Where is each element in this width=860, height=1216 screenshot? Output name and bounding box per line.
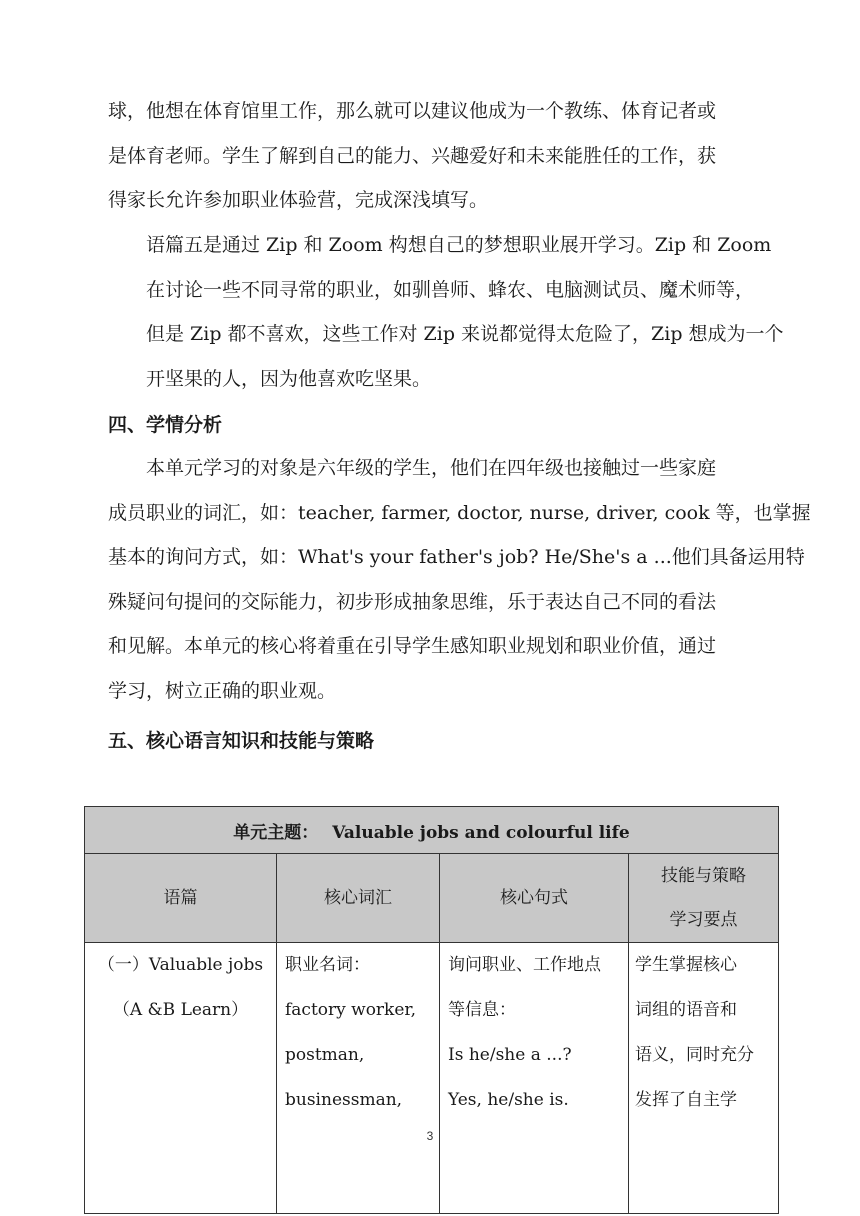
- cell-sentences: [440, 943, 629, 1214]
- section-heading-learner-analysis: 四、学情分析: [108, 414, 223, 436]
- text-line: 但是 Zip 都不喜欢，这些工作对 Zip 来说都觉得太危险了，Zip 想成为一个: [146, 323, 784, 345]
- unit-theme-value: Valuable jobs and colourful life: [332, 822, 630, 843]
- text-line: 基本的询问方式，如：What's your father's job? He/She's a ...他们具备运用特: [108, 546, 805, 568]
- cell-line: （A &B Learn）: [112, 1000, 249, 1020]
- cell-line: 词组的语音和: [635, 1000, 737, 1020]
- cell-text-title: [85, 943, 277, 1214]
- cell-line: （一）Valuable jobs: [97, 955, 264, 975]
- text-line: 开坚果的人，因为他喜欢吃坚果。: [146, 367, 432, 390]
- text-line: 本单元学习的对象是六年级的学生，他们在四年级也接触过一些家庭: [146, 457, 717, 479]
- header-core-vocabulary: 核心词汇: [277, 854, 440, 943]
- page-number: 3: [426, 1129, 434, 1143]
- paragraph-learner-analysis: [108, 446, 811, 713]
- header-text: 语篇: [85, 854, 277, 943]
- cell-line: 等信息：: [448, 1000, 516, 1020]
- table-row: [85, 943, 779, 1214]
- text-line: 成员职业的词汇，如：teacher, farmer, doctor, nurse, driver, cook 等，也掌握: [108, 501, 811, 524]
- header-skills-strategies: [629, 854, 779, 943]
- cell-line: Yes, he/she is.: [448, 1090, 569, 1110]
- text-line: 是体育老师。学生了解到自己的能力、兴趣爱好和未来能胜任的工作，获: [108, 144, 717, 167]
- table-title-cell: [85, 807, 779, 854]
- text-line: 球，他想在体育馆里工作，那么就可以建议他成为一个教练、体育记者或: [108, 100, 717, 122]
- cell-line: 学生掌握核心: [635, 955, 737, 975]
- table-title-row: [85, 807, 779, 854]
- section-heading-core-knowledge: 五、核心语言知识和技能与策略: [108, 730, 375, 752]
- text-line: 学习，树立正确的职业观。: [108, 679, 337, 702]
- table-header-row: [85, 854, 779, 943]
- unit-theme-label: 单元主题：: [233, 822, 319, 843]
- cell-line: 语义，同时充分: [635, 1045, 754, 1065]
- cell-line: 询问职业、工作地点: [448, 955, 601, 975]
- text-line: 和见解。本单元的核心将着重在引导学生感知职业规划和职业价值，通过: [108, 635, 717, 657]
- paragraph-continuation: [108, 89, 756, 223]
- cell-line: Is he/she a ...?: [448, 1045, 572, 1065]
- paragraph-text-five: [108, 223, 784, 401]
- text-line: 语篇五是通过 Zip 和 Zoom 构想自己的梦想职业展开学习。Zip 和 Zoom: [146, 234, 772, 256]
- cell-vocabulary: [277, 943, 440, 1214]
- cell-line: 职业名词：: [285, 955, 370, 975]
- cell-line: postman,: [285, 1045, 365, 1065]
- header-line: 技能与策略: [661, 866, 746, 886]
- header-core-sentences: 核心句式: [440, 854, 629, 943]
- core-language-table: [84, 806, 779, 1214]
- text-line: 殊疑问句提问的交际能力，初步形成抽象思维，乐于表达自己不同的看法: [108, 590, 717, 613]
- cell-skills: [629, 943, 779, 1214]
- cell-line: 发挥了自主学: [635, 1090, 737, 1110]
- cell-line: factory worker,: [285, 1000, 417, 1020]
- cell-line: businessman,: [285, 1090, 403, 1110]
- header-line: 学习要点: [669, 910, 738, 930]
- text-line: 得家长允许参加职业体验营，完成深浅填写。: [108, 189, 489, 211]
- text-line: 在讨论一些不同寻常的职业，如驯兽师、蜂农、电脑测试员、魔术师等，: [146, 278, 755, 301]
